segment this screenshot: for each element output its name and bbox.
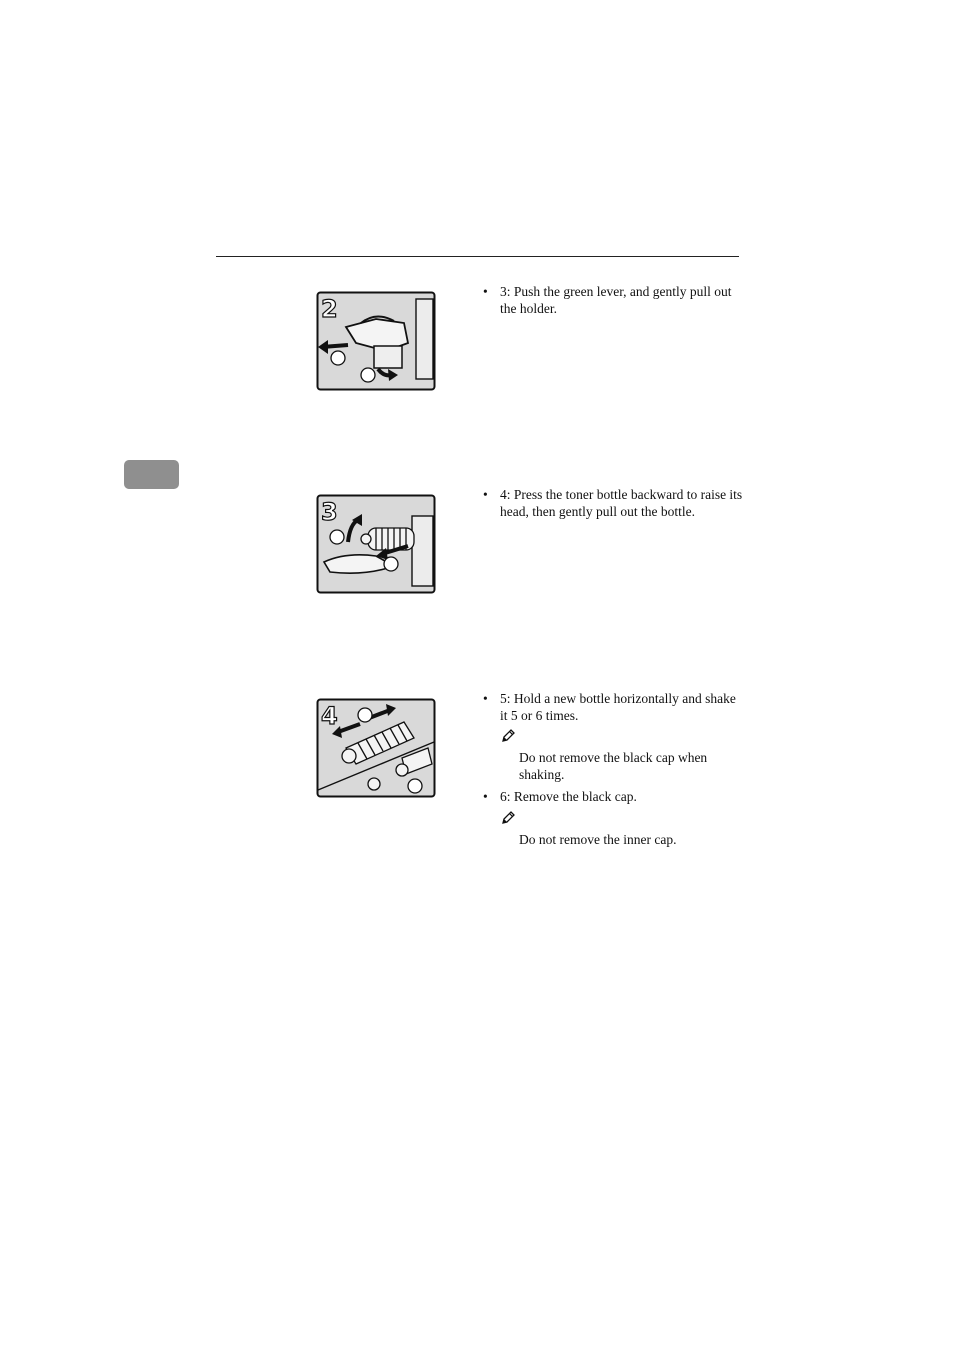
bullet-marker: • (483, 284, 488, 299)
note (483, 732, 743, 783)
bullet-text: 6: Remove the black cap. (500, 789, 637, 804)
bullet-item (483, 487, 743, 520)
bullet-text: 3: Push the green lever, and gently pull out the holder. (500, 284, 732, 316)
figure-number: 4 (321, 702, 338, 730)
note-text: Do not remove the inner cap. (519, 831, 677, 847)
step-4-instructions (483, 691, 743, 854)
bullet-text: 5: Hold a new bottle horizontally and shake it 5 or 6 times. (500, 691, 736, 723)
step-4-illustration (316, 698, 436, 798)
bullet-marker: • (483, 789, 488, 804)
chapter-side-tab (124, 460, 179, 489)
step-2-instructions (483, 284, 743, 317)
bullet-marker: • (483, 487, 488, 502)
figure-number: 3 (321, 498, 338, 526)
header-rule (216, 256, 739, 257)
bullet-item (483, 284, 743, 317)
bullet-marker: • (483, 691, 488, 706)
note (483, 814, 743, 849)
bullet-item (483, 789, 743, 806)
pencil-note-icon (500, 728, 516, 744)
bullet-item (483, 691, 743, 724)
step-3-instructions (483, 487, 743, 520)
step-3-illustration (316, 494, 436, 594)
figure-number: 2 (321, 295, 338, 323)
pencil-note-icon (500, 810, 516, 826)
note-text: Do not remove the black cap when shaking. (519, 750, 708, 782)
bullet-text: 4: Press the toner bottle backward to raise its head, then gently pull out the bottle. (500, 487, 743, 519)
step-2-illustration (316, 291, 436, 391)
